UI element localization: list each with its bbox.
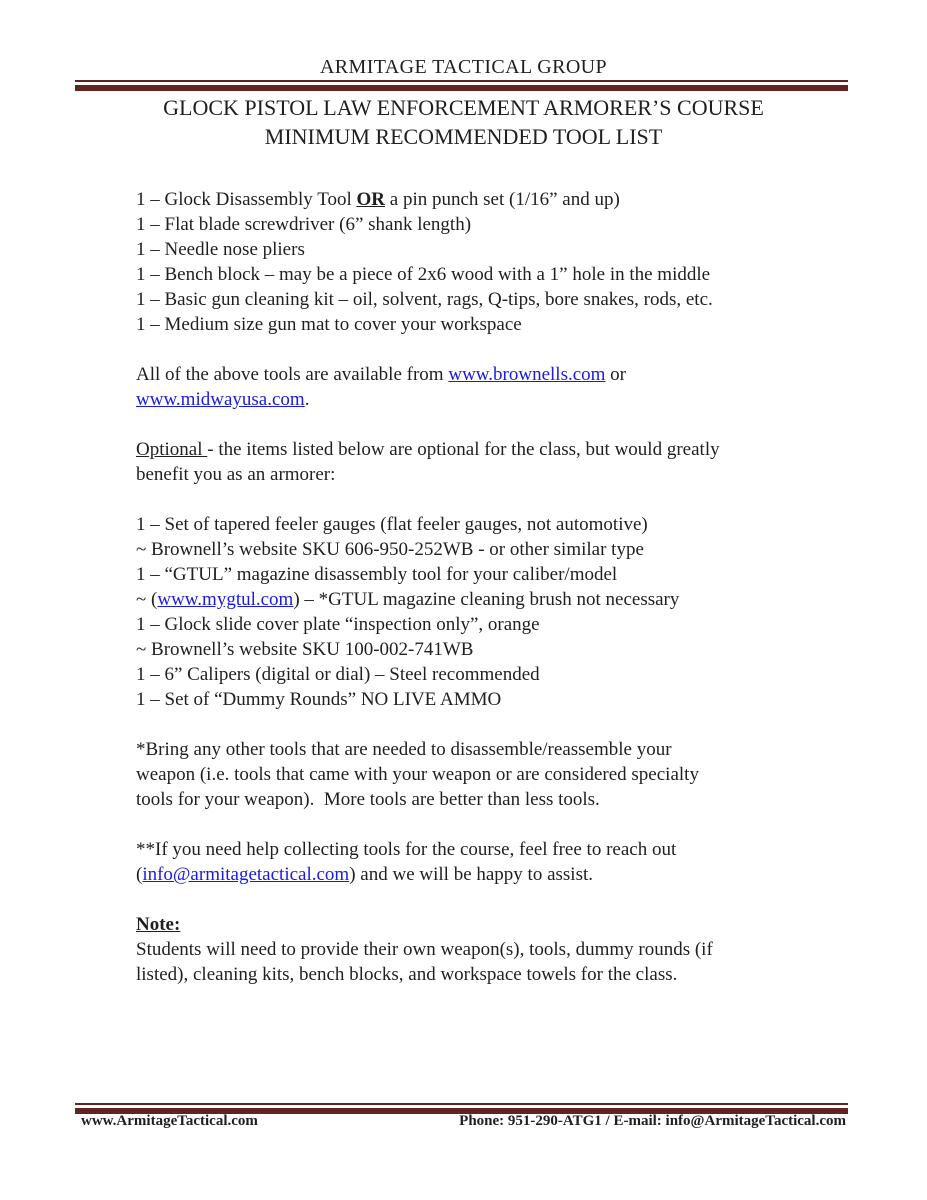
text-run: weapon (i.e. tools that came with your weapon or are considered specialty xyxy=(136,764,699,785)
document-title xyxy=(0,93,927,151)
text-run: Students will need to provide their own weapon(s), tools, dummy rounds (if xyxy=(136,939,713,960)
para-required-tools xyxy=(136,187,860,337)
header-rule xyxy=(75,80,848,91)
text-line xyxy=(136,737,860,762)
text-run: or xyxy=(605,364,626,385)
text-run: ~ ( xyxy=(136,589,158,610)
text-run: . xyxy=(304,389,310,410)
text-run: ( xyxy=(136,864,143,885)
document-title-line1: GLOCK PISTOL LAW ENFORCEMENT ARMORER’S COURSE xyxy=(163,95,764,120)
text-run: a pin punch set (1/16” and up) xyxy=(385,189,620,210)
document-body xyxy=(136,187,860,1012)
text-line xyxy=(136,762,860,787)
text-line xyxy=(136,912,860,937)
text-line xyxy=(136,637,860,662)
text-line xyxy=(136,787,860,812)
text-run: 1 – Flat blade screwdriver (6” shank length) xyxy=(136,214,472,235)
text-run: 1 – Medium size gun mat to cover your workspace xyxy=(136,314,522,335)
text-line xyxy=(136,237,860,262)
text-line xyxy=(136,212,860,237)
text-line xyxy=(136,187,860,212)
hyperlink[interactable]: www.midwayusa.com xyxy=(136,389,305,410)
text-line xyxy=(136,462,860,487)
text-run: 1 – “GTUL” magazine disassembly tool for your caliber/model xyxy=(136,564,618,585)
text-run: 1 – Glock Disassembly Tool xyxy=(136,189,357,210)
text-line xyxy=(136,387,860,412)
hyperlink[interactable]: info@armitagetactical.com xyxy=(142,864,350,885)
org-title: ARMITAGE TACTICAL GROUP xyxy=(319,56,608,78)
text-run: 1 – 6” Calipers (digital or dial) – Steel recommended xyxy=(136,664,540,685)
text-run: 1 – Glock slide cover plate “inspection only”, orange xyxy=(136,614,540,635)
document-title-line2: MINIMUM RECOMMENDED TOOL LIST xyxy=(264,124,663,149)
text-run: 1 – Set of tapered feeler gauges (flat feeler gauges, not automotive) xyxy=(136,514,648,535)
text-run: ) and we will be happy to assist. xyxy=(349,864,594,885)
text-line xyxy=(136,512,860,537)
text-line xyxy=(136,612,860,637)
text-line xyxy=(136,287,860,312)
page-footer xyxy=(75,1113,848,1130)
text-run: 1 – Set of “Dummy Rounds” NO LIVE AMMO xyxy=(136,689,502,710)
header-rule-thick-line xyxy=(75,85,848,91)
text-line xyxy=(136,862,860,887)
text-line xyxy=(136,937,860,962)
text-line xyxy=(136,662,860,687)
text-run: ~ Brownell’s website SKU 606-950-252WB - or other similar type xyxy=(136,539,644,560)
text-line xyxy=(136,837,860,862)
text-line xyxy=(136,362,860,387)
hyperlink[interactable]: www.brownells.com xyxy=(448,364,606,385)
text-line xyxy=(136,587,860,612)
text-run: **If you need help collecting tools for the course, feel free to reach out xyxy=(136,839,677,860)
text-run: listed), cleaning kits, bench blocks, and workspace towels for the class. xyxy=(136,964,678,985)
para-bring-note xyxy=(136,737,860,812)
text-line xyxy=(136,437,860,462)
para-optional-tools xyxy=(136,512,860,712)
text-run: OR xyxy=(356,189,386,210)
hyperlink[interactable]: www.mygtul.com xyxy=(157,589,294,610)
text-run: benefit you as an armorer: xyxy=(136,464,336,485)
footer-contact: Phone: 951-290-ATG1 / E-mail: info@ArmitageTactical.com xyxy=(459,1113,846,1129)
para-availability xyxy=(136,362,860,412)
text-run: ~ Brownell’s website SKU 100-002-741WB xyxy=(136,639,474,660)
text-run: 1 – Bench block – may be a piece of 2x6 wood with a 1” hole in the middle xyxy=(136,264,711,285)
text-run: *Bring any other tools that are needed to disassemble/reassemble your xyxy=(136,739,672,760)
text-run: All of the above tools are available from xyxy=(136,364,449,385)
text-run: 1 – Basic gun cleaning kit – oil, solvent, rags, Q-tips, bore snakes, rods, etc. xyxy=(136,289,713,310)
text-run: - the items listed below are optional for the class, but would greatly xyxy=(207,439,720,460)
text-line xyxy=(136,262,860,287)
para-optional-intro xyxy=(136,437,860,487)
text-line xyxy=(136,687,860,712)
text-run: tools for your weapon). More tools are better than less tools. xyxy=(136,789,600,810)
text-run: Optional xyxy=(136,439,208,460)
para-note xyxy=(136,912,860,987)
text-line xyxy=(136,312,860,337)
para-help-note xyxy=(136,837,860,887)
text-run: Note: xyxy=(136,914,181,935)
text-run: ) – *GTUL magazine cleaning brush not necessary xyxy=(293,589,680,610)
text-line xyxy=(136,962,860,987)
text-line xyxy=(136,562,860,587)
text-run: 1 – Needle nose pliers xyxy=(136,239,305,260)
footer-website: www.ArmitageTactical.com xyxy=(81,1113,258,1129)
text-line xyxy=(136,537,860,562)
